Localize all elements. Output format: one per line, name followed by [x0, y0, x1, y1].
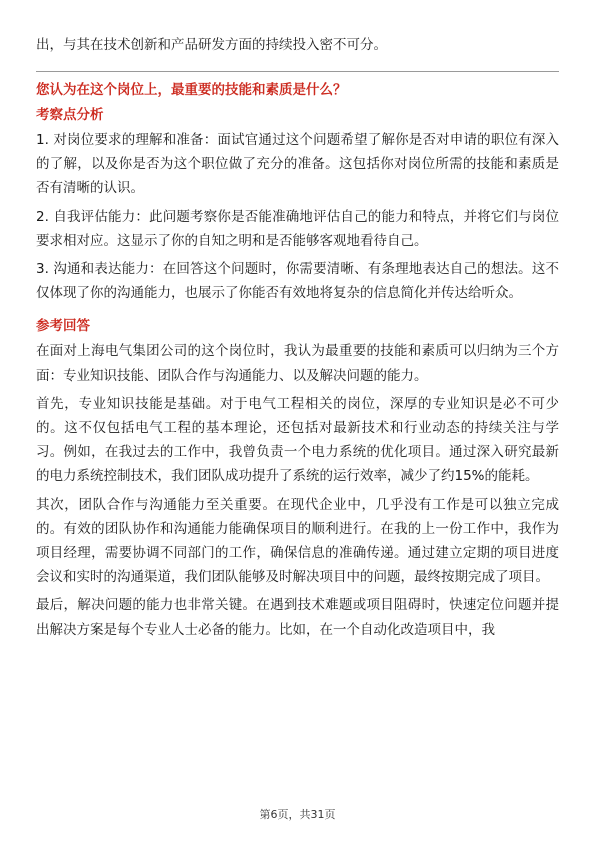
section-divider — [36, 71, 559, 72]
answer-paragraph-3: 其次，团队合作与沟通能力至关重要。在现代企业中，几乎没有工作是可以独立完成的。有效的团队协作和沟通能力能确保项目的顺利进行。在我的上一份工作中，我作为项目经理，需要协调不同部门的工作，确保信息的准确传递。通过建立定期的项目进度会议和实时的沟通渠道，我们团队能够及时解决项目中的问题，最终按期完成了项目。 — [36, 496, 559, 586]
analysis-heading: 考察点分析 — [36, 107, 104, 123]
answer-heading: 参考回答 — [36, 318, 90, 335]
intro-paragraph-tail: 出，与其在技术创新和产品研发方面的持续投入密不可分。 — [36, 37, 387, 53]
answer-paragraph-1: 在面对上海电气集团公司的这个岗位时，我认为最重要的技能和素质可以归纳为三个方面：专业知识技能、团队合作与沟通能力、以及解决问题的能力。 — [36, 343, 559, 384]
page-number-footer: 第6页，共31页 — [259, 808, 336, 821]
content-body — [36, 104, 559, 646]
document-page — [36, 0, 559, 842]
analysis-point-3: 3. 沟通和表达能力：在回答这个问题时，你需要清晰、有条理地表达自己的想法。这不仅体现了你的沟通能力，也展示了你能否有效地将复杂的信息简化并传达给听众。 — [36, 261, 559, 302]
question-heading: 您认为在这个岗位上，最重要的技能和素质是什么？ — [36, 82, 347, 98]
analysis-point-2: 2. 自我评估能力：此问题考察你是否能准确地评估自己的能力和特点，并将它们与岗位要求相对应。这显示了你的自知之明和是否能够客观地看待自己。 — [36, 208, 559, 249]
answer-paragraph-2: 首先，专业知识技能是基础。对于电气工程相关的岗位，深厚的专业知识是必不可少的。这不仅包括电气工程的基本理论，还包括对最新技术和行业动态的持续关注与学习。例如，在我过去的工作中，我曾负责一个电力系统的优化项目。通过深入研究最新的电力系统控制技术，我们团队成功提升了系统的运行效率，减少了约15%的能耗。 — [36, 395, 559, 485]
analysis-point-1: 1. 对岗位要求的理解和准备：面试官通过这个问题希望了解你是否对申请的职位有深入的了解，以及你是否为这个职位做了充分的准备。这包括你对岗位所需的技能和素质是否有清晰的认识。 — [36, 132, 559, 197]
answer-paragraph-4: 最后，解决问题的能力也非常关键。在遇到技术难题或项目阻碍时，快速定位问题并提出解决方案是每个专业人士必备的能力。比如，在一个自动化改造项目中，我 — [36, 597, 559, 638]
